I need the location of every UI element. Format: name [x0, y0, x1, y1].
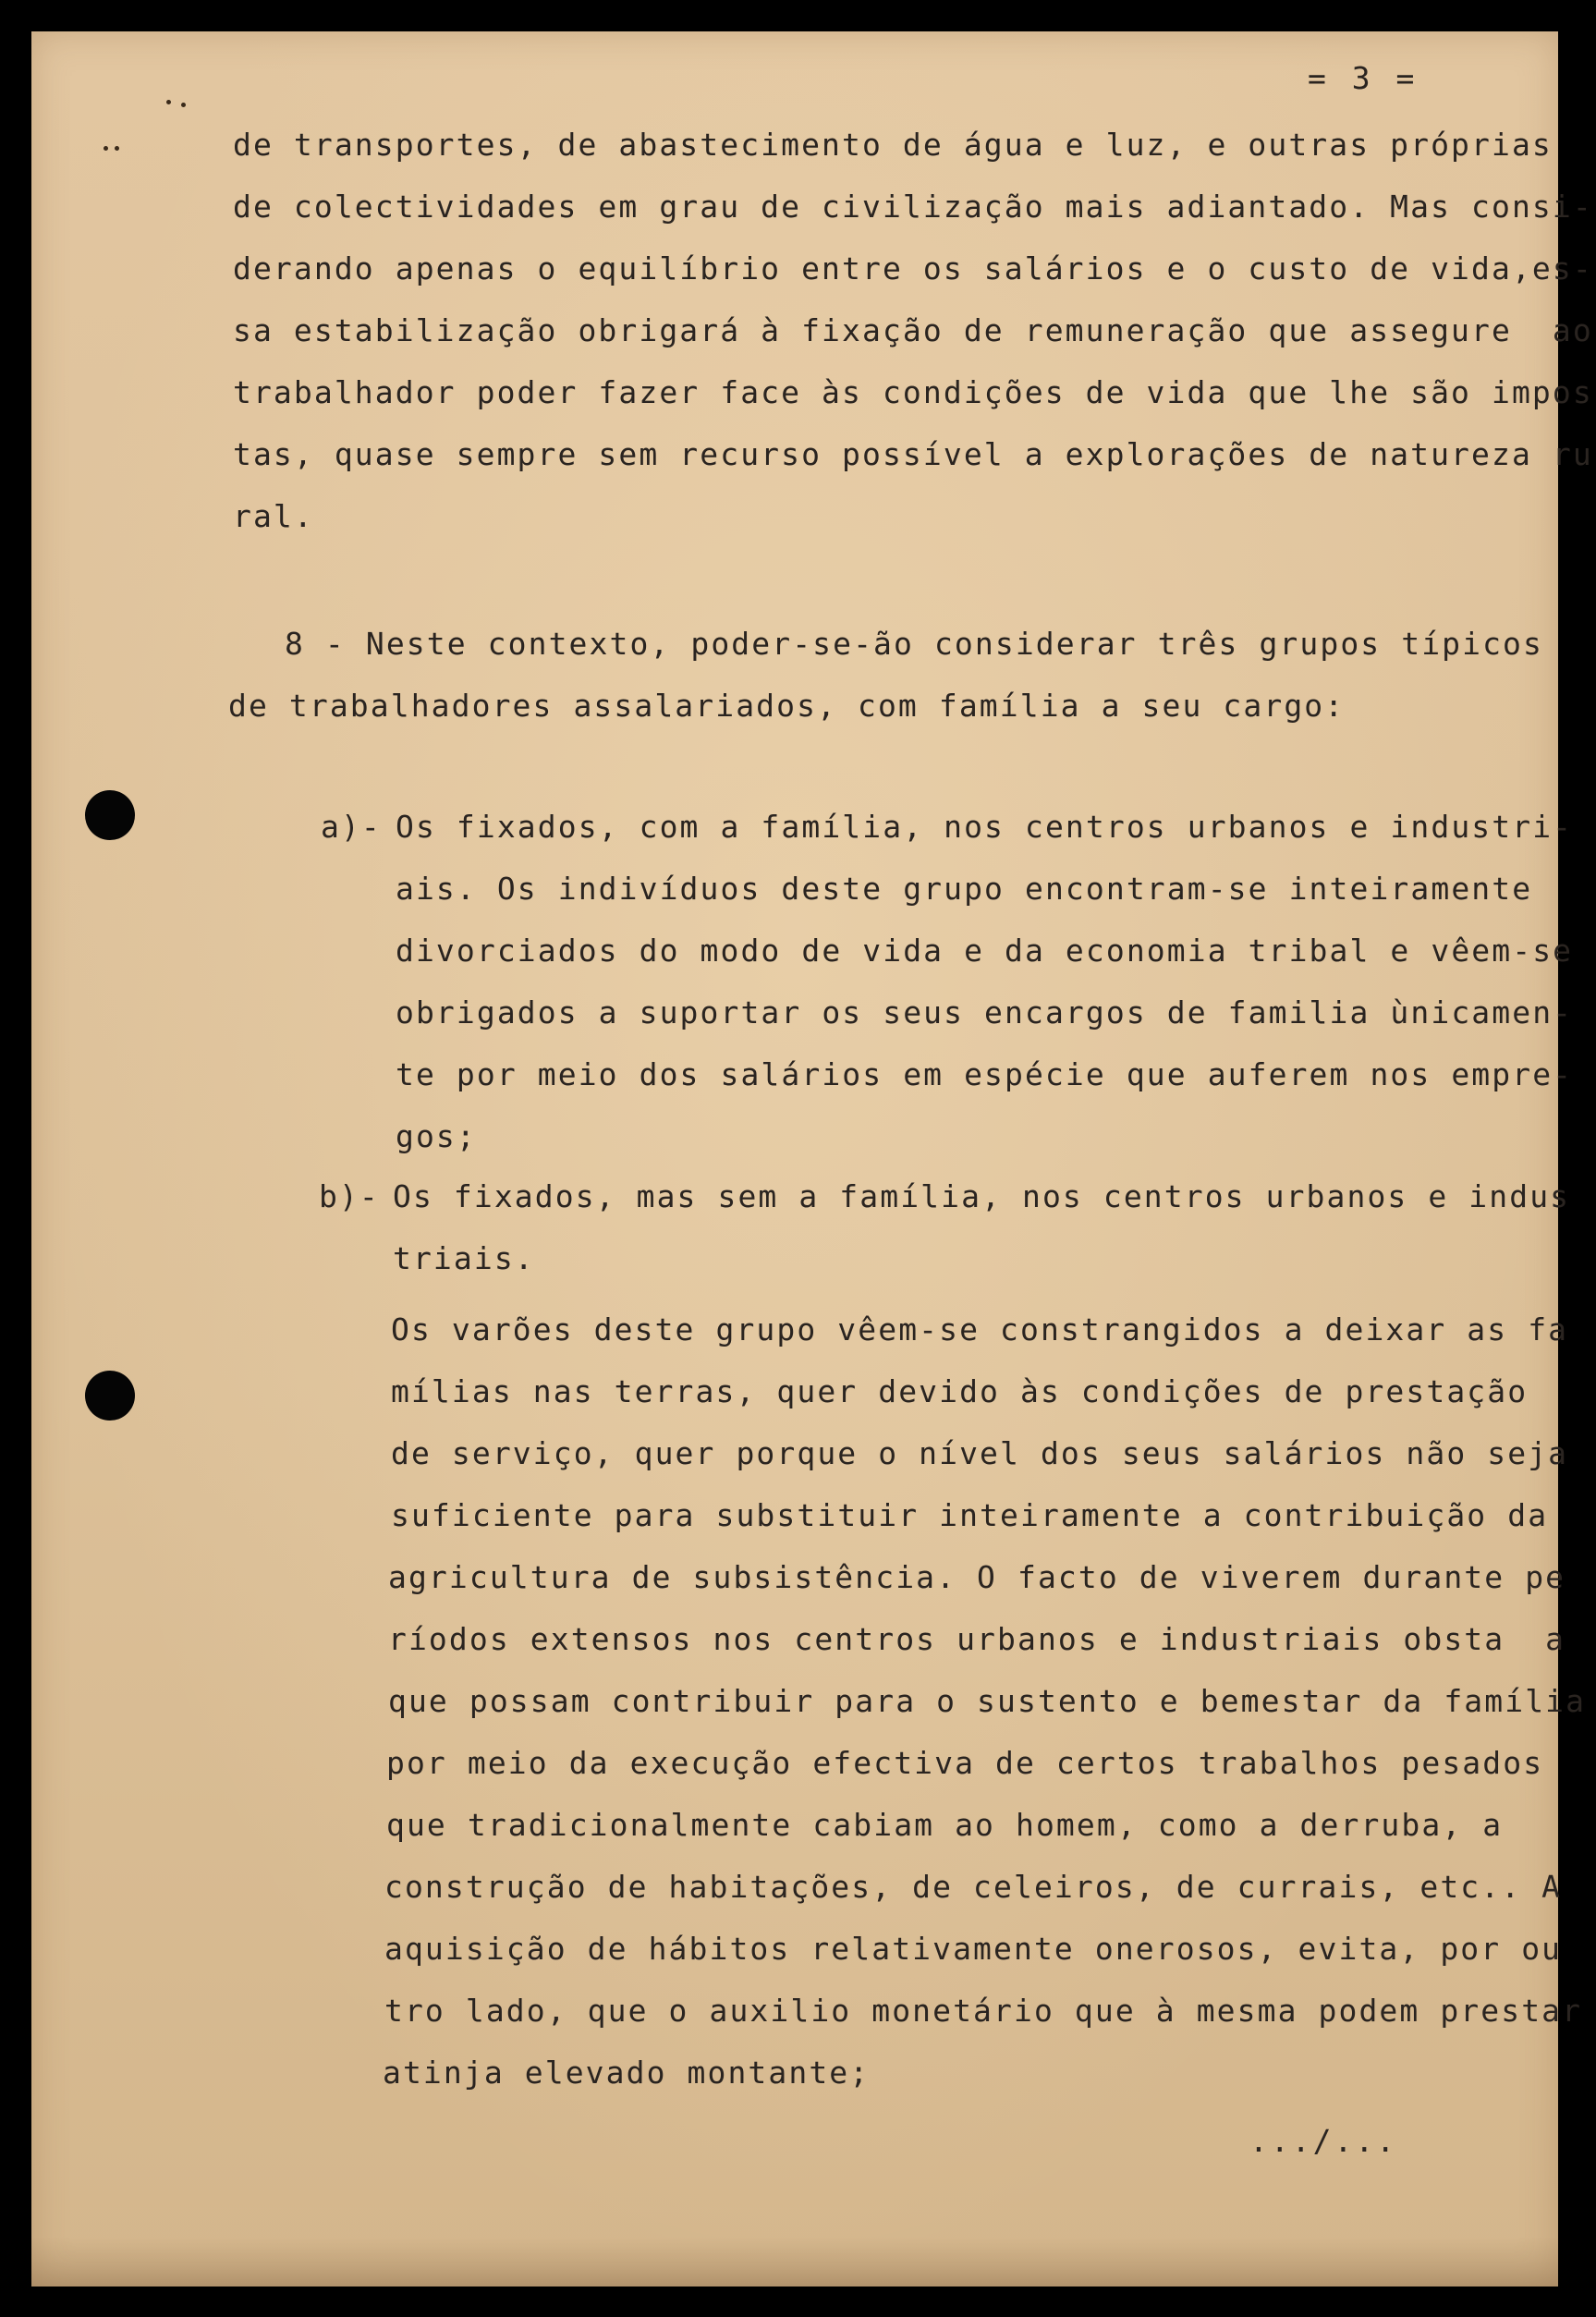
text-line: 8 - Neste contexto, poder-se-ão considerar três grupos típicos: [285, 626, 1543, 662]
text-line: tas, quase sempre sem recurso possível a explorações de natureza ru: [233, 436, 1593, 472]
text-line: aquisição de hábitos relativamente onerosos, evita, por ou: [384, 1931, 1563, 1967]
paper-speck: [166, 100, 171, 104]
page-number: = 3 =: [1308, 60, 1419, 96]
text-line: de trabalhadores assalariados, com família a seu cargo:: [228, 688, 1346, 724]
text-line: tro lado, que o auxilio monetário que à mesma podem prestar: [384, 1993, 1583, 2029]
text-line: trabalhador poder fazer face às condições de vida que lhe são impos: [233, 374, 1593, 410]
text-line: obrigados a suportar os seus encargos de familia ùnicamen-: [396, 994, 1574, 1030]
text-line: mílias nas terras, quer devido às condições de prestação: [391, 1373, 1529, 1409]
text-line: agricultura de subsistência. O facto de viverem durante pe: [388, 1559, 1566, 1595]
text-line: Os fixados, com a família, nos centros urbanos e industri-: [396, 809, 1574, 845]
text-line: derando apenas o equilíbrio entre os salários e o custo de vida,es-: [233, 250, 1593, 287]
page-edge-shadow: [31, 2237, 1558, 2287]
text-line: de transportes, de abastecimento de água e luz, e outras próprias: [233, 127, 1553, 163]
punch-hole-bottom: [85, 1371, 135, 1421]
text-line: de serviço, quer porque o nível dos seus salários não seja: [391, 1435, 1569, 1471]
text-line: te por meio dos salários em espécie que auferem nos empre-: [396, 1056, 1574, 1092]
list-marker: b)-: [319, 1178, 380, 1214]
text-line: de colectividades em grau de civilização mais adiantado. Mas consi-: [233, 189, 1593, 225]
text-line: Os varões deste grupo vêem-se constrangidos a deixar as fa: [391, 1311, 1569, 1348]
text-line: atinja elevado montante;: [383, 2055, 871, 2091]
text-line: ríodos extensos nos centros urbanos e industriais obsta a: [388, 1621, 1566, 1657]
paper-speck: [181, 103, 186, 107]
text-line: que tradicionalmente cabiam ao homem, como a derruba, a: [386, 1807, 1504, 1843]
text-line: divorciados do modo de vida e da economia tribal e vêem-se: [396, 933, 1574, 969]
text-line: triais.: [393, 1240, 535, 1276]
punch-hole-top: [85, 790, 135, 840]
text-line: ral.: [233, 498, 314, 534]
list-marker: a)-: [321, 809, 382, 845]
text-line: Os fixados, mas sem a família, nos centros urbanos e indus: [393, 1178, 1571, 1214]
text-line: ais. Os indivíduos deste grupo encontram-se inteiramente: [396, 871, 1533, 907]
text-line: gos;: [396, 1118, 477, 1154]
page-continuation-mark: .../...: [1249, 2123, 1398, 2159]
text-line: construção de habitações, de celeiros, de currais, etc.. A: [384, 1869, 1563, 1905]
text-line: que possam contribuir para o sustento e bemestar da família: [388, 1683, 1587, 1719]
paper-speck: [115, 146, 119, 151]
paper-speck: [104, 146, 108, 151]
text-line: por meio da execução efectiva de certos trabalhos pesados: [386, 1745, 1544, 1781]
text-line: suficiente para substituir inteiramente a contribuição da: [391, 1497, 1549, 1533]
text-line: sa estabilização obrigará à fixação de remuneração que assegure ao: [233, 312, 1593, 348]
